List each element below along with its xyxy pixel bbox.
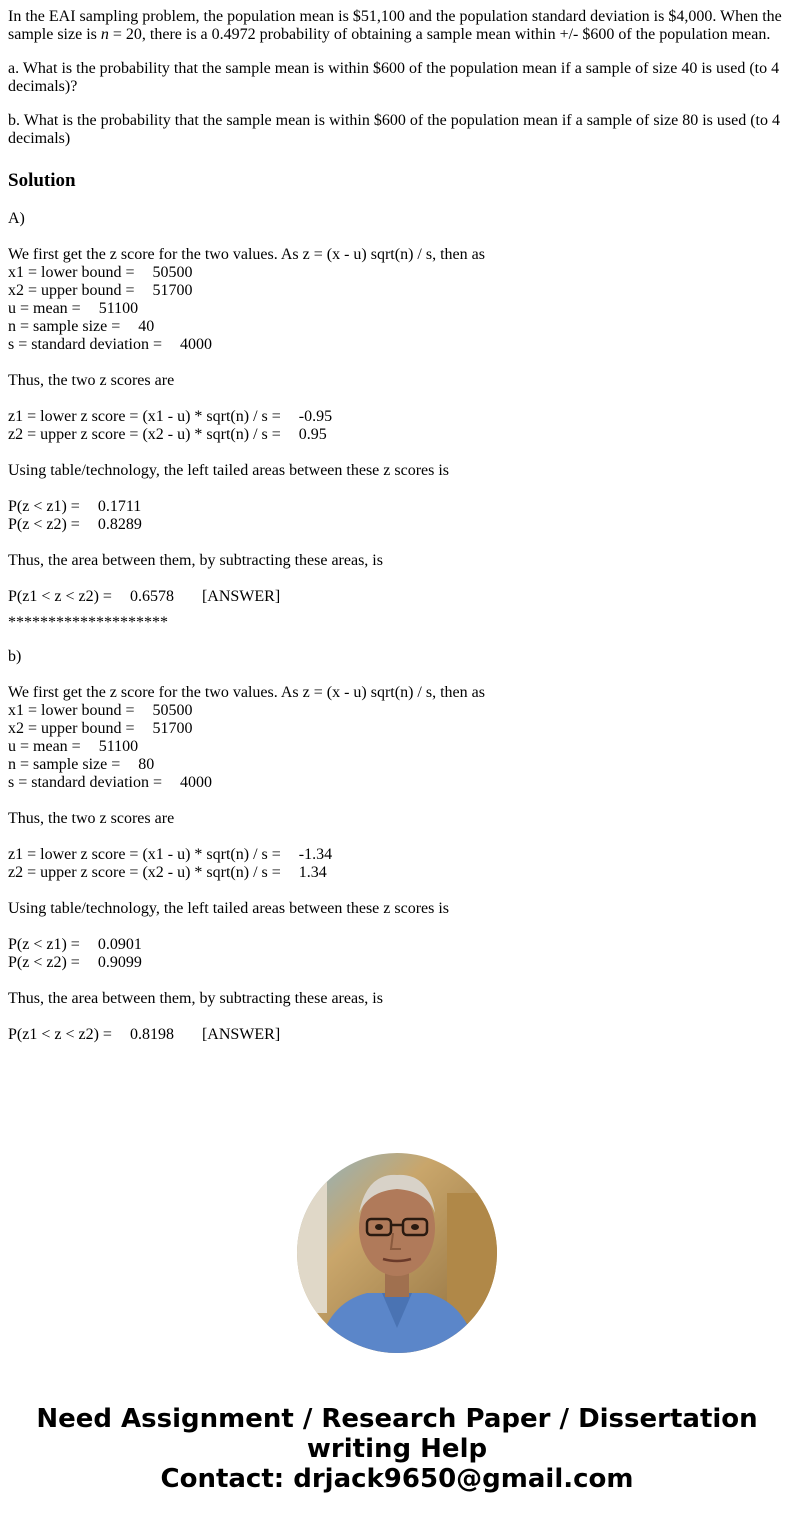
answer-label: P(z1 < z < z2) =: [8, 1026, 116, 1043]
answer-value: 0.8198: [129, 1026, 174, 1043]
area-row-value: 0.9099: [97, 954, 142, 971]
area-row-label: P(z < z1) =: [8, 498, 84, 515]
spacer: [8, 828, 786, 846]
given-row-label: x2 = upper bound =: [8, 282, 139, 299]
given-row-label: x1 = lower bound =: [8, 264, 139, 281]
area-row-label: P(z < z2) =: [8, 516, 84, 533]
spacer: [8, 354, 786, 372]
given-row-value: 50500: [152, 264, 193, 281]
footer-line-1: Need Assignment / Research Paper / Dissertation: [36, 1404, 758, 1434]
spacer: [8, 1008, 786, 1026]
author-avatar: [297, 1153, 497, 1353]
spacer: [8, 666, 786, 684]
problem-intro-text: In the EAI sampling problem, the population mean is $51,100 and the population standard deviation is $4,000. When the sample size is: [8, 8, 782, 43]
answer-tag: [ANSWER]: [201, 588, 281, 605]
given-row-label: n = sample size =: [8, 318, 125, 335]
spacer: [8, 570, 786, 588]
part-intro: We first get the z score for the two values. As z = (x - u) sqrt(n) / s, then as: [8, 684, 485, 701]
given-row: [8, 318, 786, 336]
given-row-label: s = standard deviation =: [8, 336, 167, 353]
zscore-row-label: z2 = upper z score = (x2 - u) * sqrt(n) / s =: [8, 864, 285, 881]
given-row-label: u = mean =: [8, 738, 85, 755]
zscore-row-value: 1.34: [298, 864, 327, 881]
area-row-value: 0.8289: [97, 516, 142, 533]
question-a: a. What is the probability that the sample mean is within $600 of the population mean if a sample of size 40 is used (to 4 decimals)?: [8, 60, 780, 95]
given-row: [8, 702, 786, 720]
problem-intro-text-2: = 20, there is a 0.4972 probability of obtaining a sample mean within +/- $600 of the population mean.: [108, 26, 771, 43]
given-row: [8, 300, 786, 318]
given-row-value: 4000: [180, 774, 213, 791]
given-row-value: 51700: [152, 720, 193, 737]
spacer: [8, 972, 786, 990]
footer-line-2: writing Help: [306, 1434, 488, 1464]
between-intro: Thus, the area between them, by subtracting these areas, is: [8, 552, 383, 569]
footer-contact-email: Contact: drjack9650@gmail.com: [160, 1464, 634, 1494]
question-b: b. What is the probability that the sample mean is within $600 of the population mean if a sample of size 80 is used (to 4 decimals): [8, 112, 780, 147]
spacer: [8, 228, 786, 246]
zscore-row-value: 0.95: [298, 426, 327, 443]
area-row: [8, 936, 786, 954]
given-row: [8, 756, 786, 774]
problem-intro-variable: n: [100, 26, 109, 43]
answer-tag: [ANSWER]: [201, 1026, 281, 1043]
given-row-value: 40: [138, 318, 155, 335]
given-row-label: s = standard deviation =: [8, 774, 167, 791]
areas-intro: Using table/technology, the left tailed areas between these z scores is: [8, 462, 450, 479]
answer-row: [8, 1026, 786, 1044]
given-row-value: 4000: [180, 336, 213, 353]
spacer: [8, 792, 786, 810]
solution-body: [8, 210, 786, 1044]
part-label: b): [8, 648, 22, 665]
zscore-row-value: -1.34: [298, 846, 333, 863]
zscore-row-label: z2 = upper z score = (x2 - u) * sqrt(n) / s =: [8, 426, 285, 443]
footer-contact: [0, 1404, 794, 1494]
given-row-label: n = sample size =: [8, 756, 125, 773]
areas-intro: Using table/technology, the left tailed areas between these z scores is: [8, 900, 450, 917]
zscore-row-label: z1 = lower z score = (x1 - u) * sqrt(n) / s =: [8, 846, 285, 863]
given-row: [8, 774, 786, 792]
zscore-row: [8, 846, 786, 864]
answer-value: 0.6578: [129, 588, 174, 605]
zscore-row-label: z1 = lower z score = (x1 - u) * sqrt(n) / s =: [8, 408, 285, 425]
given-row: [8, 264, 786, 282]
problem-intro: [8, 8, 786, 44]
given-row-value: 51100: [98, 300, 139, 317]
solution-part-b: [8, 648, 786, 1044]
spacer: [8, 390, 786, 408]
answer-row: [8, 588, 786, 606]
spacer: [8, 534, 786, 552]
given-row-label: u = mean =: [8, 300, 85, 317]
part-intro: We first get the z score for the two values. As z = (x - u) sqrt(n) / s, then as: [8, 246, 485, 263]
zscore-row-value: -0.95: [298, 408, 333, 425]
zscore-row: [8, 408, 786, 426]
given-row-value: 80: [138, 756, 155, 773]
spacer: [8, 882, 786, 900]
spacer: [8, 480, 786, 498]
area-row-value: 0.1711: [97, 498, 142, 515]
solution-part-a: [8, 210, 786, 606]
area-row: [8, 498, 786, 516]
zscores-intro: Thus, the two z scores are: [8, 810, 175, 827]
given-row: [8, 282, 786, 300]
given-row: [8, 336, 786, 354]
problem-statement: [8, 8, 786, 148]
between-intro: Thus, the area between them, by subtracting these areas, is: [8, 990, 383, 1007]
separator: ********************: [8, 614, 168, 631]
given-row-label: x2 = upper bound =: [8, 720, 139, 737]
zscores-intro: Thus, the two z scores are: [8, 372, 175, 389]
given-row: [8, 738, 786, 756]
area-row: [8, 954, 786, 972]
given-row-value: 51100: [98, 738, 139, 755]
avatar-portrait: [297, 1153, 497, 1353]
area-row: [8, 516, 786, 534]
given-row-value: 51700: [152, 282, 193, 299]
given-row: [8, 720, 786, 738]
zscore-row: [8, 864, 786, 882]
spacer: [8, 444, 786, 462]
spacer: [8, 918, 786, 936]
solution-title: Solution: [8, 170, 76, 191]
zscore-row: [8, 426, 786, 444]
answer-label: P(z1 < z < z2) =: [8, 588, 116, 605]
document-content: [8, 8, 786, 1044]
part-label: A): [8, 210, 25, 227]
area-row-label: P(z < z2) =: [8, 954, 84, 971]
given-row-label: x1 = lower bound =: [8, 702, 139, 719]
given-row-value: 50500: [152, 702, 193, 719]
area-row-value: 0.0901: [97, 936, 142, 953]
area-row-label: P(z < z1) =: [8, 936, 84, 953]
